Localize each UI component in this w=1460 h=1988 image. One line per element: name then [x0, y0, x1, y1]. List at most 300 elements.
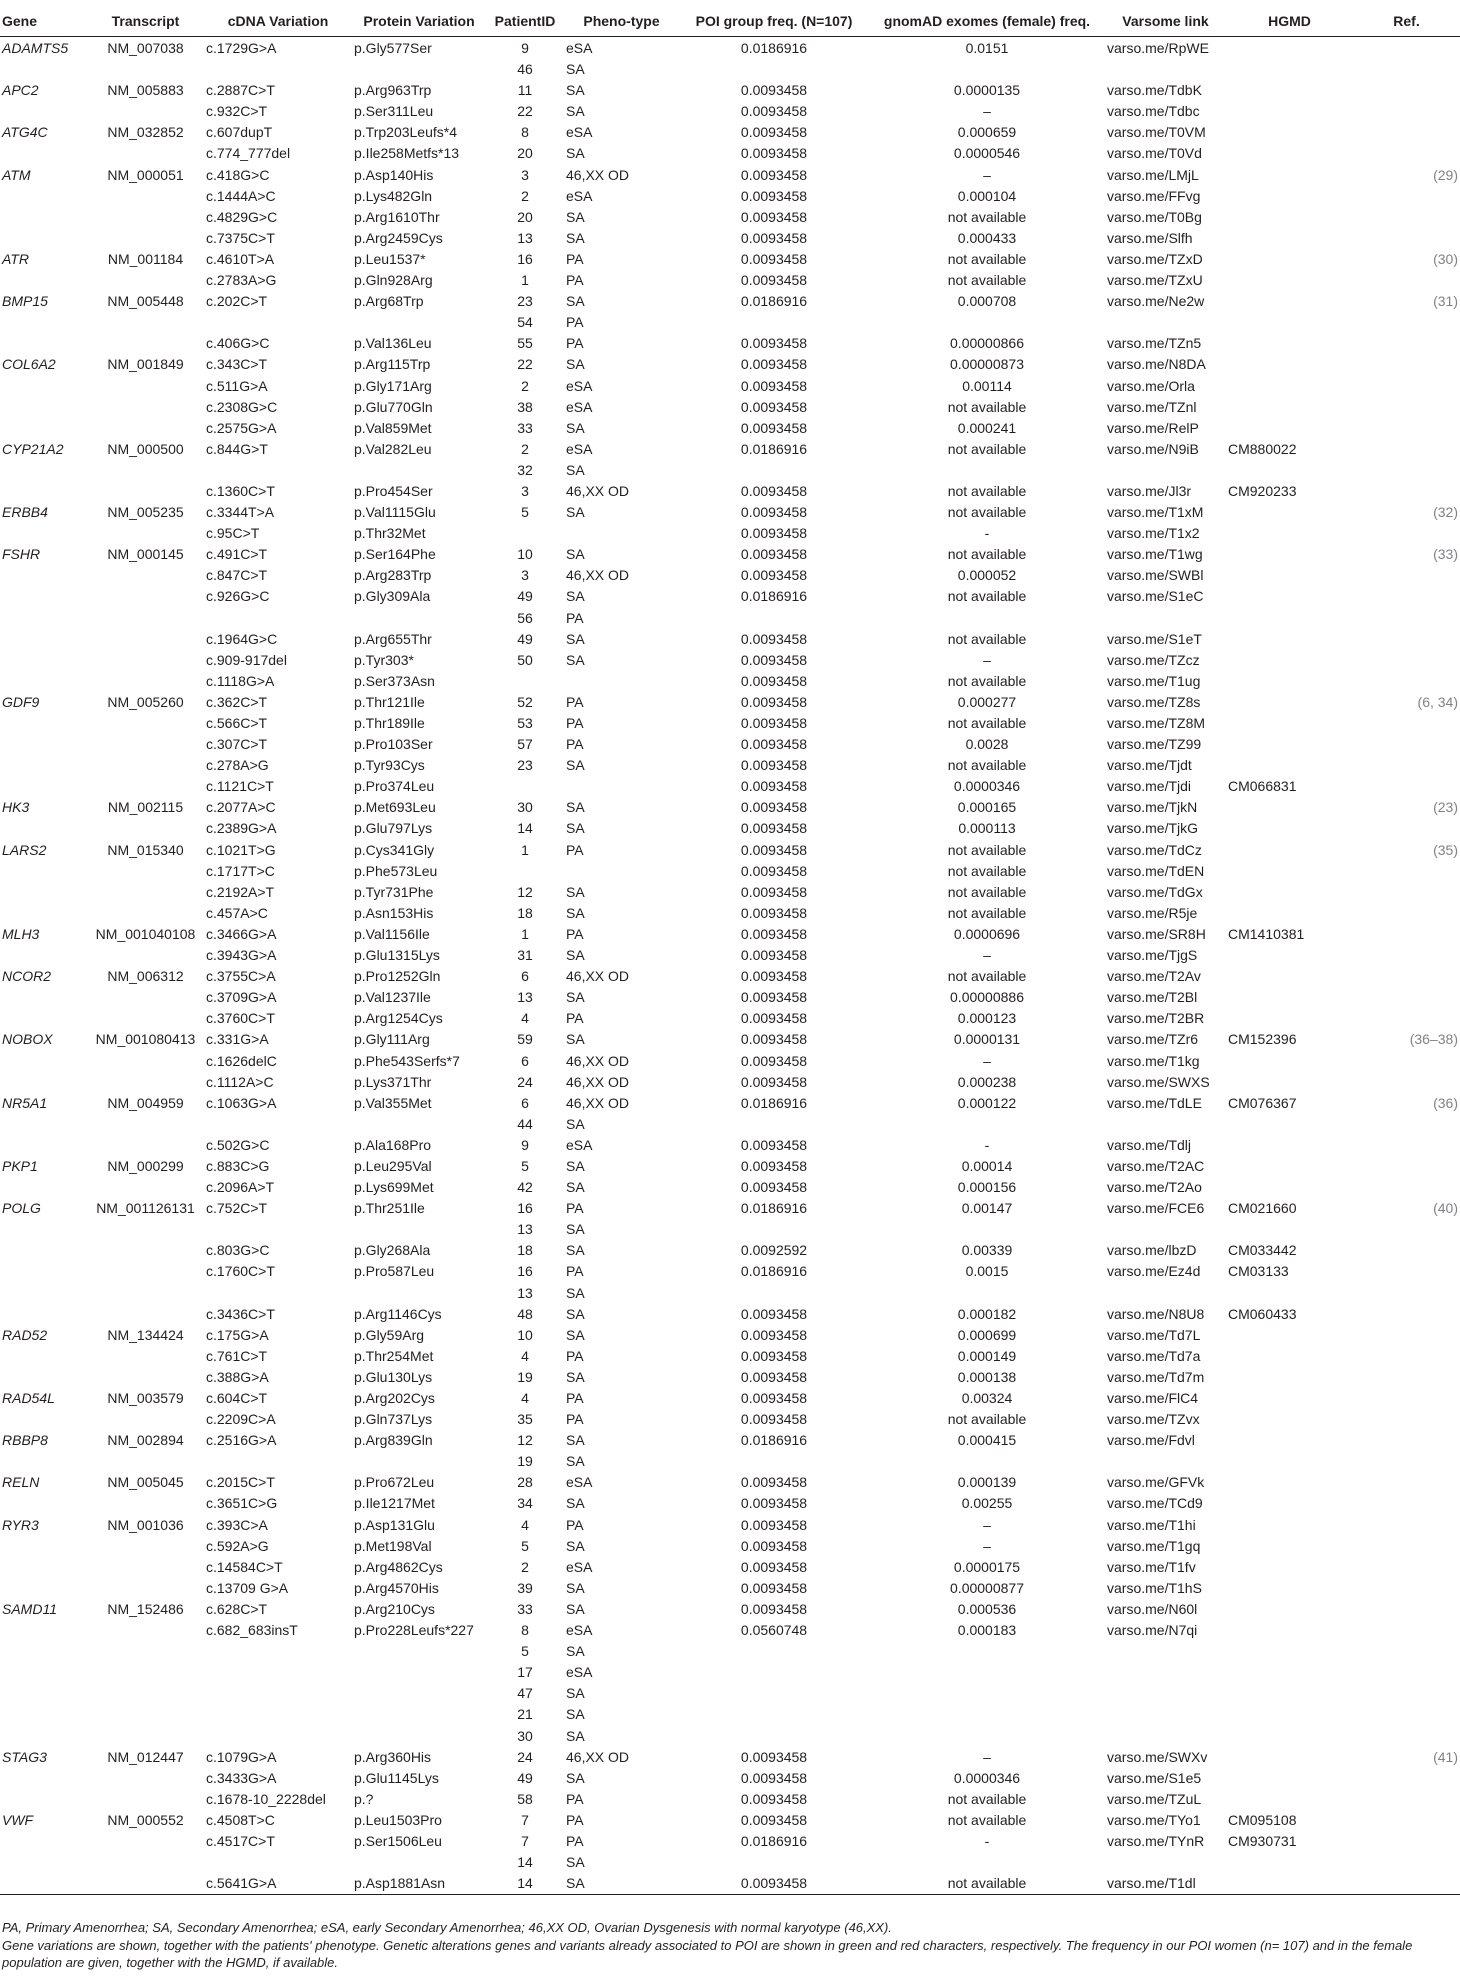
- cell-gnomad-freq: not available: [947, 1811, 1027, 1828]
- cell-transcript: [87, 1051, 204, 1072]
- cell-patient-id: 10: [517, 546, 533, 563]
- cell-gnomad-freq: [869, 460, 1105, 481]
- cell-gene: [0, 1831, 87, 1852]
- cell-transcript: [87, 1283, 204, 1304]
- cell-protein-variation: p.Val1156Ile: [354, 925, 430, 942]
- table-row: [0, 1114, 1460, 1135]
- cell-cdna-variation: c.4610T>A: [206, 250, 275, 267]
- cell-varsome-link: varso.me/Fdvl: [1107, 1432, 1195, 1449]
- cell-hgmd: [1226, 1409, 1353, 1430]
- cell-transcript: NM_005883: [107, 82, 184, 99]
- cell-transcript: [87, 1768, 204, 1789]
- cell-protein-variation: p.Tyr731Phe: [354, 883, 434, 900]
- cell-protein-variation: p.Val1115Glu: [354, 504, 436, 521]
- cell-gene: [0, 1662, 87, 1683]
- cell-gene: [0, 776, 87, 797]
- cell-protein-variation: p.Phe543Serfs*7: [354, 1052, 460, 1069]
- cell-transcript: NM_004959: [107, 1094, 184, 1111]
- cell-protein-variation: [352, 1683, 486, 1704]
- cell-gnomad-freq: not available: [947, 757, 1027, 774]
- cell-patient-id: 12: [517, 883, 533, 900]
- cell-patient-id: 8: [521, 124, 529, 141]
- cell-varsome-link: varso.me/Tdlj: [1107, 1136, 1192, 1153]
- cell-phenotype: eSA: [566, 40, 593, 56]
- cell-gnomad-freq: 0.00339: [961, 1242, 1013, 1259]
- cell-poi-group-freq: 0.0093458: [740, 1811, 808, 1828]
- cell-patient-id: 3: [521, 482, 529, 499]
- cell-gene: GDF9: [2, 693, 40, 710]
- cell-patient-id: 22: [517, 356, 533, 373]
- cell-transcript: NM_001040108: [95, 925, 196, 942]
- cell-poi-group-freq: 0.0093458: [740, 482, 808, 499]
- cell-hgmd: [1226, 797, 1353, 818]
- table-row: [0, 818, 1460, 839]
- cell-patient-id: 2: [521, 187, 529, 204]
- cell-protein-variation: p.Pro103Ser: [354, 736, 433, 753]
- cell-gene: [0, 1409, 87, 1430]
- cell-gnomad-freq: -: [984, 525, 990, 542]
- cell-protein-variation: p.Val859Met: [354, 419, 432, 436]
- cell-protein-variation: p.Ser373Asn: [354, 672, 435, 689]
- cell-hgmd: [1226, 713, 1353, 734]
- cell-phenotype: PA: [566, 609, 584, 626]
- cell-varsome-link: varso.me/lbzD: [1107, 1242, 1197, 1259]
- cell-cdna-variation: c.2783A>G: [206, 272, 277, 289]
- cell-cdna-variation: c.2096A>T: [206, 1179, 275, 1196]
- cell-gene: [0, 1578, 87, 1599]
- cell-gnomad-freq: 0.000104: [957, 187, 1017, 204]
- cell-gnomad-freq: –: [983, 1516, 991, 1533]
- cell-protein-variation: p.Arg115Trp: [354, 356, 431, 373]
- cell-ref: [1353, 924, 1460, 945]
- cell-transcript: [87, 59, 204, 80]
- cell-patient-id: 46: [517, 61, 533, 78]
- cell-transcript: [87, 1304, 204, 1325]
- cell-transcript: NM_001126131: [96, 1200, 195, 1217]
- cell-protein-variation: p.Thr189Ile: [354, 715, 425, 731]
- cell-cdna-variation: c.1760C>T: [206, 1263, 275, 1280]
- table-row: [0, 1515, 1460, 1536]
- cell-hgmd: [1226, 1493, 1353, 1514]
- cell-cdna-variation: c.1360C>T: [206, 482, 275, 499]
- cell-patient-id: 59: [517, 1031, 533, 1048]
- cell-transcript: [87, 186, 204, 207]
- cell-phenotype: PA: [566, 335, 584, 352]
- cell-cdna-variation: c.3755C>A: [206, 968, 276, 985]
- cell-ref: [1353, 650, 1460, 671]
- cell-gene: [0, 1557, 87, 1578]
- cell-gene: [0, 1135, 87, 1156]
- table-row: [0, 1536, 1460, 1557]
- cell-protein-variation: p.Arg655Thr: [354, 630, 432, 647]
- cell-phenotype: SA: [566, 1368, 585, 1385]
- cell-phenotype: eSA: [566, 1136, 593, 1153]
- cell-poi-group-freq: 0.0186916: [740, 40, 808, 56]
- cell-poi-group-freq: 0.0093458: [740, 1136, 808, 1153]
- cell-poi-group-freq: 0.0093458: [740, 250, 808, 267]
- cell-gene: [0, 101, 87, 122]
- cell-gene: [0, 333, 87, 354]
- cell-phenotype: PA: [566, 272, 584, 289]
- cell-gene: [0, 650, 87, 671]
- cell-varsome-link: varso.me/T1x2: [1107, 525, 1200, 542]
- cell-gene: RELN: [2, 1474, 40, 1491]
- cell-gnomad-freq: not available: [947, 208, 1027, 225]
- cell-cdna-variation: c.5641G>A: [204, 1873, 352, 1895]
- cell-poi-group-freq: 0.0093458: [740, 1516, 808, 1533]
- cell-cdna-variation: c.1678-10_2228del: [206, 1790, 326, 1807]
- cell-gnomad-freq: not available: [947, 546, 1027, 563]
- cell-ref: [1353, 586, 1460, 607]
- cell-cdna-variation: c.343C>T: [206, 356, 268, 373]
- cell-gnomad-freq: [869, 1219, 1105, 1240]
- cell-gnomad-freq: –: [983, 103, 991, 120]
- cell-hgmd: [1226, 80, 1353, 101]
- cell-cdna-variation: [204, 1683, 352, 1704]
- cell-transcript: [87, 1367, 204, 1388]
- cell-gnomad-freq: 0.000182: [957, 1305, 1017, 1322]
- cell-hgmd: [1226, 291, 1353, 312]
- cell-varsome-link: varso.me/SWXv: [1107, 1748, 1208, 1765]
- cell-ref: [1353, 1768, 1460, 1789]
- cell-protein-variation: p.Gly111Arg: [354, 1031, 430, 1048]
- cell-phenotype: PA: [566, 693, 584, 710]
- cell-ref: (30): [1433, 250, 1458, 267]
- cell-gnomad-freq: [869, 1683, 1105, 1704]
- cell-gnomad-freq: 0.0000696: [953, 925, 1021, 942]
- cell-patient-id: 6: [521, 1094, 529, 1111]
- cell-phenotype: SA: [566, 947, 585, 964]
- cell-patient-id: 4: [521, 1010, 529, 1027]
- cell-varsome-link: varso.me/TZxD: [1107, 250, 1203, 267]
- cell-gene: APC2: [2, 82, 39, 99]
- cell-transcript: [87, 1072, 204, 1093]
- table-row: [0, 1578, 1460, 1599]
- cell-phenotype: SA: [566, 1854, 585, 1871]
- cell-gene: ADAMTS5: [2, 40, 69, 56]
- cell-protein-variation: p.Leu1537*: [354, 250, 426, 267]
- cell-varsome-link: varso.me/SWBl: [1107, 567, 1204, 584]
- cell-cdna-variation: c.1729G>A: [206, 40, 277, 56]
- cell-gnomad-freq: –: [983, 1052, 991, 1069]
- cell-gnomad-freq: 0.00000877: [950, 1579, 1024, 1596]
- cell-phenotype: SA: [566, 757, 585, 774]
- cell-phenotype: SA: [566, 799, 585, 816]
- cell-patient-id: 13: [517, 989, 533, 1006]
- table-row: [0, 1747, 1460, 1768]
- cell-cdna-variation: c.909-917del: [206, 651, 287, 668]
- cell-gene: VWF: [2, 1811, 34, 1828]
- cell-protein-variation: p.Gln928Arg: [354, 272, 433, 289]
- cell-cdna-variation: c.3709G>A: [206, 989, 277, 1006]
- cell-gnomad-freq: 0.000241: [957, 419, 1017, 436]
- cell-ref: [1353, 207, 1460, 228]
- cell-protein-variation: [352, 1219, 486, 1240]
- table-row: [0, 1810, 1460, 1831]
- cell-poi-group-freq: 0.0093458: [740, 356, 808, 373]
- cell-poi-group-freq: 0.0093458: [740, 567, 808, 584]
- cell-transcript: [87, 1641, 204, 1662]
- cell-phenotype: SA: [566, 356, 585, 373]
- cell-gene: RAD54L: [2, 1390, 55, 1406]
- cell-gene: [0, 376, 87, 397]
- cell-cdna-variation: c.7375C>T: [206, 229, 275, 246]
- cell-gene: COL6A2: [2, 356, 56, 373]
- cell-gnomad-freq: not available: [947, 440, 1027, 457]
- cell-gene: ATM: [2, 166, 31, 183]
- cell-phenotype: SA: [566, 588, 585, 605]
- cell-varsome-link: varso.me/R5je: [1107, 904, 1198, 921]
- cell-poi-group-freq: 0.0093458: [740, 799, 808, 816]
- cell-phenotype: SA: [566, 1453, 585, 1470]
- cell-ref: [1353, 1536, 1460, 1557]
- cell-gene: RBBP8: [2, 1432, 48, 1449]
- cell-gene: [0, 586, 87, 607]
- cell-poi-group-freq: 0.0093458: [740, 1031, 808, 1048]
- cell-hgmd: [1226, 333, 1353, 354]
- cell-patient-id: 23: [517, 293, 533, 310]
- cell-patient-id: 3: [521, 567, 529, 584]
- cell-transcript: NM_001849: [107, 356, 184, 373]
- cell-patient-id: 1: [521, 925, 529, 942]
- cell-protein-variation: p.Val282Leu: [354, 440, 432, 457]
- cell-transcript: [87, 1789, 204, 1810]
- cell-patient-id: 44: [517, 1115, 533, 1132]
- cell-poi-group-freq: 0.0093458: [740, 377, 808, 394]
- cell-protein-variation: p.Ser1506Leu: [354, 1832, 442, 1849]
- cell-gene: [0, 59, 87, 80]
- cell-poi-group-freq: 0.0093458: [740, 546, 808, 563]
- cell-varsome-link: varso.me/Tjdt: [1107, 757, 1192, 774]
- cell-gnomad-freq: [869, 59, 1105, 80]
- cell-hgmd: [1226, 1114, 1353, 1135]
- cell-transcript: [87, 755, 204, 776]
- cell-transcript: [87, 1240, 204, 1261]
- cell-cdna-variation: c.607dupT: [206, 124, 273, 141]
- cell-hgmd: [1226, 1388, 1353, 1409]
- cell-gene: [0, 1683, 87, 1704]
- cell-hgmd: [1226, 1325, 1353, 1346]
- cell-phenotype: eSA: [566, 1474, 593, 1491]
- cell-cdna-variation: c.2192A>T: [206, 883, 275, 900]
- cell-gnomad-freq: not available: [947, 715, 1027, 731]
- cell-gene: [0, 713, 87, 734]
- table-row: [0, 565, 1460, 586]
- cell-hgmd: CM1410381: [1228, 925, 1305, 942]
- cell-protein-variation: p.Glu1145Lys: [354, 1769, 439, 1786]
- cell-phenotype: SA: [566, 651, 585, 668]
- table-row: [0, 945, 1460, 966]
- cell-varsome-link: varso.me/SR8H: [1107, 925, 1206, 942]
- table-row: [0, 376, 1460, 397]
- cell-phenotype: SA: [566, 1179, 585, 1196]
- cell-varsome-link: [1105, 1641, 1226, 1662]
- table-row: [0, 122, 1460, 143]
- cell-patient-id: 13: [517, 1221, 533, 1238]
- cell-hgmd: [1226, 882, 1353, 903]
- cell-cdna-variation: c.1626delC: [206, 1052, 277, 1069]
- cell-varsome-link: varso.me/Slfh: [1107, 229, 1193, 246]
- cell-phenotype: SA: [566, 1769, 585, 1786]
- cell-gene: [0, 1726, 87, 1747]
- cell-varsome-link: [1105, 1662, 1226, 1683]
- cell-ref: [1353, 713, 1460, 734]
- cell-hgmd: CM033442: [1228, 1242, 1297, 1259]
- cell-protein-variation: p.Ala168Pro: [354, 1136, 432, 1153]
- cell-ref: (41): [1433, 1748, 1458, 1765]
- header-transcript: Transcript: [87, 6, 204, 37]
- cell-gnomad-freq: 0.000708: [957, 293, 1017, 310]
- cell-protein-variation: p.?: [354, 1790, 374, 1807]
- cell-patient-id: 8: [521, 1622, 529, 1639]
- cell-protein-variation: p.Cys341Gly: [354, 841, 435, 858]
- table-row: [0, 1641, 1460, 1662]
- cell-cdna-variation: c.14584C>T: [206, 1558, 283, 1575]
- cell-gnomad-freq: not available: [947, 272, 1027, 289]
- cell-gnomad-freq: 0.000699: [957, 1326, 1017, 1343]
- table-row: [0, 1873, 1460, 1895]
- cell-varsome-link: varso.me/TCd9: [1107, 1495, 1203, 1512]
- table-row: [0, 270, 1460, 291]
- cell-patient-id: 5: [521, 1157, 529, 1174]
- cell-hgmd: CM095108: [1228, 1811, 1297, 1828]
- cell-transcript: [87, 565, 204, 586]
- cell-protein-variation: p.Ile1217Met: [354, 1495, 435, 1512]
- cell-gene: [0, 523, 87, 544]
- cell-varsome-link: varso.me/S1e5: [1107, 1769, 1202, 1786]
- cell-hgmd: [1226, 1768, 1353, 1789]
- cell-hgmd: [1226, 418, 1353, 439]
- cell-protein-variation: p.Arg283Trp: [354, 567, 432, 584]
- cell-phenotype: SA: [566, 1326, 585, 1343]
- cell-hgmd: [1226, 608, 1353, 629]
- cell-varsome-link: varso.me/TdbK: [1107, 82, 1202, 99]
- cell-varsome-link: varso.me/N8DA: [1107, 356, 1206, 373]
- cell-poi-group-freq: 0.0093458: [740, 968, 808, 985]
- cell-phenotype: SA: [566, 546, 585, 563]
- cell-gnomad-freq: not available: [947, 841, 1027, 858]
- cell-gnomad-freq: 0.000123: [957, 1010, 1017, 1027]
- cell-hgmd: [1226, 1135, 1353, 1156]
- cell-transcript: [87, 1683, 204, 1704]
- cell-gene: STAG3: [2, 1748, 47, 1765]
- cell-varsome-link: varso.me/S1eT: [1107, 630, 1202, 647]
- cell-varsome-link: varso.me/RelP: [1107, 419, 1199, 436]
- cell-protein-variation: p.Arg1146Cys: [354, 1305, 442, 1322]
- table-row: [0, 1831, 1460, 1852]
- cell-cdna-variation: c.3943G>A: [206, 947, 277, 964]
- cell-phenotype: SA: [566, 1643, 585, 1660]
- cell-transcript: [87, 1114, 204, 1135]
- cell-varsome-link: [1105, 312, 1226, 333]
- cell-transcript: [87, 629, 204, 650]
- cell-ref: [1353, 1726, 1460, 1747]
- cell-cdna-variation: c.1444A>C: [206, 187, 276, 204]
- cell-cdna-variation: [204, 460, 352, 481]
- cell-gnomad-freq: 0.0000546: [953, 145, 1021, 162]
- cell-cdna-variation: c.2308G>C: [206, 398, 278, 415]
- cell-gene: [0, 207, 87, 228]
- cell-transcript: [87, 1852, 204, 1873]
- table-row: [0, 439, 1460, 460]
- cell-varsome-link: varso.me/T1fv: [1107, 1558, 1196, 1575]
- table-footnotes: [2, 1919, 1452, 1972]
- table-row: [0, 966, 1460, 987]
- cell-ref: [1353, 1515, 1460, 1536]
- cell-ref: [1353, 1240, 1460, 1261]
- cell-poi-group-freq: 0.0093458: [740, 166, 808, 183]
- cell-ref: (35): [1433, 841, 1458, 858]
- cell-patient-id: 16: [517, 1263, 533, 1280]
- cell-protein-variation: p.Thr32Met: [354, 525, 426, 542]
- cell-poi-group-freq: 0.0186916: [740, 440, 808, 457]
- cell-phenotype: SA: [566, 1157, 585, 1174]
- cell-phenotype: PA: [566, 250, 584, 267]
- cell-phenotype: SA: [566, 504, 585, 521]
- cell-ref: [1353, 565, 1460, 586]
- cell-protein-variation: [352, 1641, 486, 1662]
- cell-gnomad-freq: 0.000113: [958, 820, 1016, 837]
- cell-poi-group-freq: 0.0093458: [740, 693, 808, 710]
- cell-poi-group-freq: [679, 1683, 869, 1704]
- cell-varsome-link: varso.me/TdEN: [1107, 862, 1205, 879]
- cell-ref: [1353, 1599, 1460, 1620]
- cell-poi-group-freq: 0.0186916: [740, 1094, 808, 1111]
- cell-hgmd: [1226, 692, 1353, 713]
- cell-gnomad-freq: –: [983, 1748, 991, 1765]
- cell-gnomad-freq: 0.000183: [957, 1622, 1017, 1639]
- cell-transcript: NM_002115: [107, 799, 184, 816]
- table-row: [0, 713, 1460, 734]
- cell-cdna-variation: c.1121C>T: [206, 778, 274, 795]
- cell-phenotype: eSA: [566, 1558, 593, 1575]
- cell-gnomad-freq: not available: [947, 968, 1027, 985]
- cell-varsome-link: [1105, 1852, 1226, 1873]
- table-row: [0, 924, 1460, 945]
- cell-varsome-link: varso.me/N9iB: [1107, 440, 1199, 457]
- cell-hgmd: [1226, 544, 1353, 565]
- cell-hgmd: CM880022: [1228, 440, 1297, 457]
- table-body: [0, 37, 1460, 1895]
- cell-hgmd: CM152396: [1228, 1031, 1297, 1048]
- cell-protein-variation: [352, 1114, 486, 1135]
- cell-transcript: NM_001080413: [95, 1031, 196, 1048]
- cell-poi-group-freq: 0.0093458: [740, 187, 808, 204]
- cell-cdna-variation: [204, 1219, 352, 1240]
- table-row: [0, 1093, 1460, 1114]
- cell-poi-group-freq: 0.0093458: [740, 1495, 808, 1512]
- cell-hgmd: [1226, 312, 1353, 333]
- cell-transcript: [87, 903, 204, 924]
- cell-patient-id: 58: [517, 1790, 533, 1807]
- cell-varsome-link: [1105, 1114, 1226, 1135]
- cell-gnomad-freq: not available: [869, 1873, 1105, 1895]
- cell-hgmd: CM03133: [1228, 1263, 1289, 1280]
- cell-ref: [1353, 882, 1460, 903]
- cell-protein-variation: p.Asn153His: [354, 904, 434, 921]
- cell-ref: [1353, 1346, 1460, 1367]
- cell-patient-id: 11: [517, 82, 533, 99]
- cell-ref: [1353, 1283, 1460, 1304]
- cell-transcript: NM_005448: [107, 293, 184, 310]
- cell-varsome-link: varso.me/FlC4: [1107, 1390, 1199, 1406]
- cell-protein-variation: p.Asp1881Asn: [352, 1873, 486, 1895]
- cell-ref: (32): [1433, 504, 1458, 521]
- cell-ref: [1353, 1219, 1460, 1240]
- cell-gnomad-freq: 0.00000873: [950, 356, 1024, 373]
- cell-poi-group-freq: 0.0093458: [740, 1790, 808, 1807]
- cell-hgmd: CM060433: [1228, 1305, 1297, 1322]
